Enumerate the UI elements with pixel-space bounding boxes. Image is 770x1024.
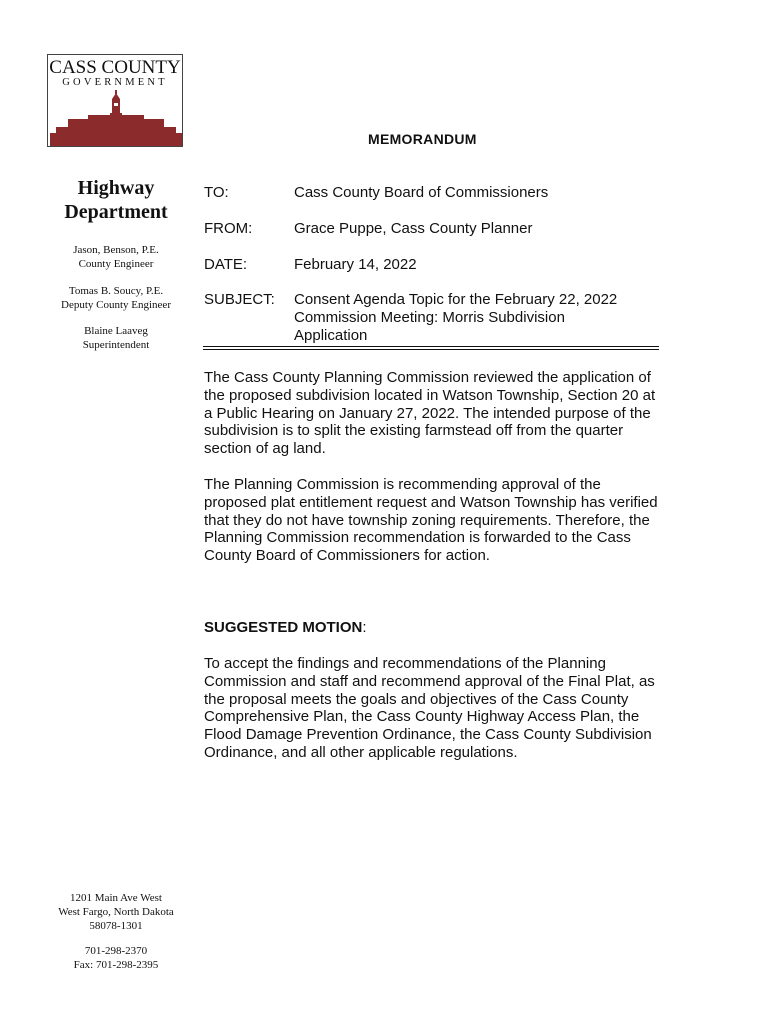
staff-title: Deputy County Engineer bbox=[61, 299, 171, 311]
date-label: DATE: bbox=[204, 256, 248, 273]
to-value: Cass County Board of Commissioners bbox=[294, 184, 549, 201]
courthouse-icon bbox=[48, 89, 183, 147]
suggested-motion-heading bbox=[204, 619, 367, 637]
body-paragraph: The Cass County Planning Commission reviewed the application of the proposed subdivision located in Watson Township, Section 20 at a Public Hearing on January 27, 2022. The intended purpose of the subdivision is to split the existing farmstead off from the quarter section of ag land. bbox=[204, 369, 656, 458]
staff-title: County Engineer bbox=[78, 258, 154, 270]
memo-title: MEMORANDUM bbox=[368, 131, 477, 147]
cass-county-logo bbox=[47, 54, 183, 147]
staff-entry bbox=[40, 243, 192, 271]
address-line1: 1201 Main Ave West bbox=[70, 892, 162, 904]
subject-line2: Commission Meeting: Morris Subdivision bbox=[294, 309, 565, 326]
from-label: FROM: bbox=[204, 220, 253, 237]
staff-entry bbox=[40, 324, 192, 352]
subject-line3: Application bbox=[294, 327, 368, 344]
contact-numbers bbox=[40, 944, 192, 972]
address-line2: West Fargo, North Dakota bbox=[58, 906, 174, 918]
motion-heading-text: SUGGESTED MOTION bbox=[204, 619, 363, 636]
department-name bbox=[40, 176, 192, 224]
date-value: February 14, 2022 bbox=[294, 256, 417, 273]
subject-label: SUBJECT: bbox=[204, 291, 275, 308]
logo-subtitle: GOVERNMENT bbox=[62, 77, 168, 88]
from-value: Grace Puppe, Cass County Planner bbox=[294, 220, 533, 237]
to-label: TO: bbox=[204, 184, 229, 201]
address-line3: 58078-1301 bbox=[89, 920, 143, 932]
staff-title: Superintendent bbox=[82, 339, 150, 351]
department-name-line2: Department bbox=[64, 201, 168, 223]
header-divider-bottom bbox=[203, 349, 659, 350]
motion-paragraph: To accept the findings and recommendations of the Planning Commission and staff and recommend approval of the Final Plat, as the proposal meets the goals and objectives of the Cass County Comprehensive Plan, the Cass County Highway Access Plan, the Flood Damage Prevention Ordinance, the Cass County Subdivision Ordinance, and all other applicable regulations. bbox=[204, 655, 655, 761]
body-paragraph: The Planning Commission is recommending approval of the proposed plat entitlement request and Watson Township has verified that they do not have township zoning requirements. Therefore, the Planning Commission recommendation is forwarded to the Cass County Board of Commissioners for action. bbox=[204, 476, 658, 565]
staff-entry bbox=[40, 284, 192, 312]
fax-number: Fax: 701-298-2395 bbox=[73, 959, 159, 971]
department-name-line1: Highway bbox=[77, 177, 155, 199]
logo-title: CASS COUNTY bbox=[49, 57, 181, 78]
phone-number: 701-298-2370 bbox=[84, 945, 148, 957]
mailing-address bbox=[40, 891, 192, 933]
staff-name: Blaine Laaveg bbox=[84, 325, 148, 337]
subject-value bbox=[294, 291, 664, 345]
staff-name: Tomas B. Soucy, P.E. bbox=[68, 285, 164, 297]
staff-name: Jason, Benson, P.E. bbox=[73, 244, 159, 256]
motion-heading-colon: : bbox=[362, 619, 367, 636]
subject-line1: Consent Agenda Topic for the February 22, 2022 bbox=[294, 291, 618, 308]
header-divider-top bbox=[203, 346, 659, 347]
